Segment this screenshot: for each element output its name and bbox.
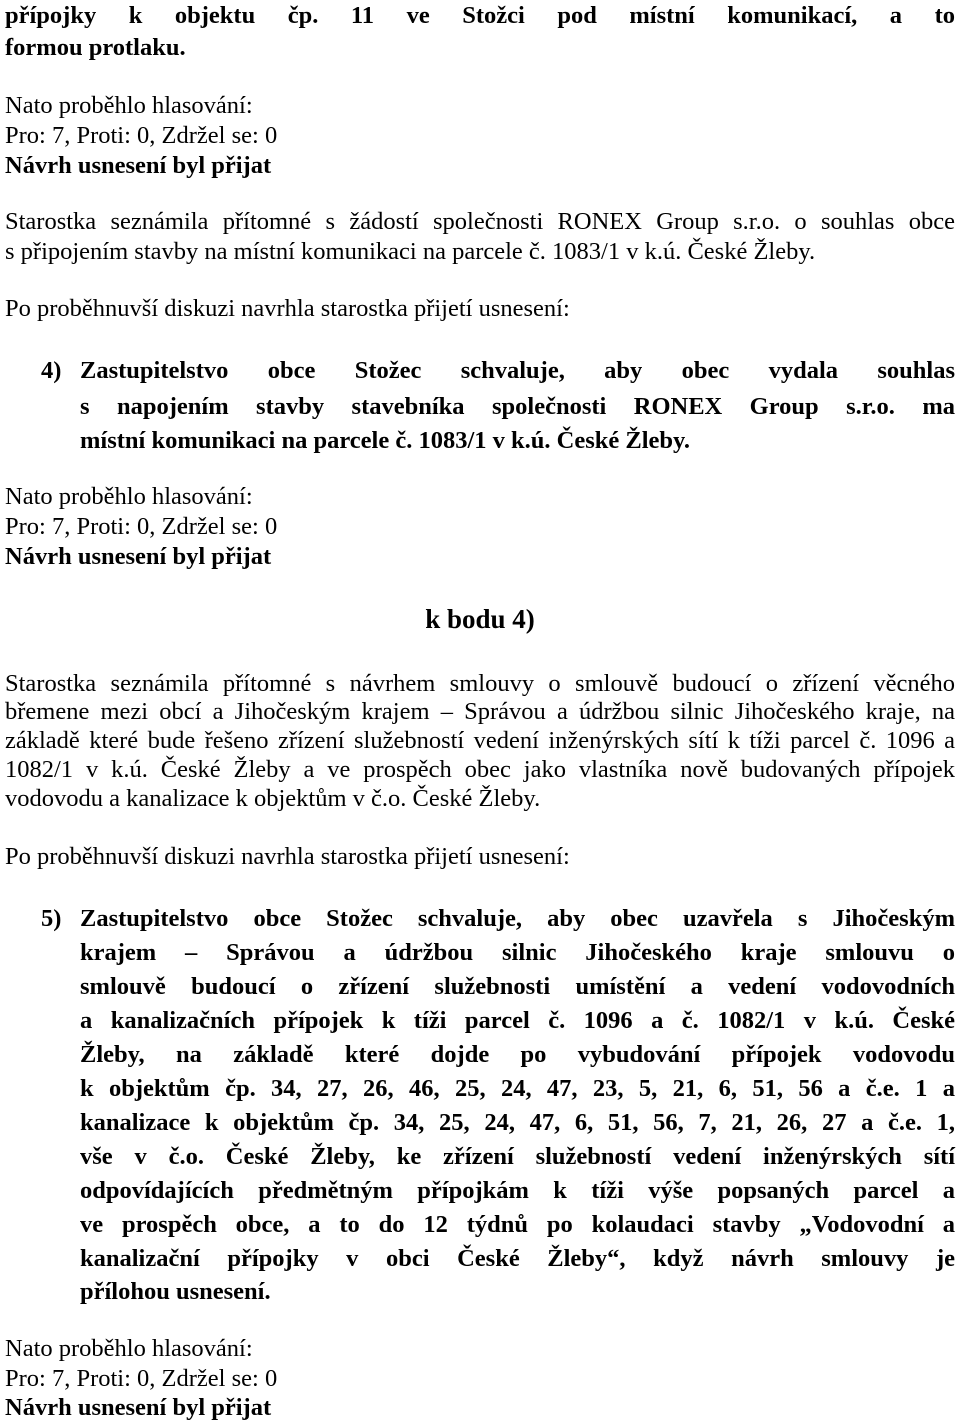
resolution-number: 4) — [41, 357, 62, 384]
resolution-line: s napojením stavby stavebníka společnosti RONEX Group s.r.o. ma — [80, 393, 955, 420]
section-heading: k bodu 4) — [425, 604, 535, 634]
resolution-line: Zastupitelstvo obce Stožec schvaluje, aby obec vydala souhlas — [80, 357, 955, 384]
resolution-line: a kanalizačních přípojek k tíži parcel č. 1096 a č. 1082/1 v k.ú. České — [80, 1007, 955, 1034]
paragraph-line: s připojením stavby na místní komunikaci na parcele č. 1083/1 v k.ú. České Žleby. — [5, 238, 816, 265]
vote-status: Návrh usnesení byl přijat — [5, 1394, 272, 1421]
paragraph-line: břemene mezi obcí a Jihočeským krajem – Správou a údržbou silnic Jihočeského kraje, na — [5, 698, 955, 725]
vote-intro: Nato proběhlo hlasování: — [5, 92, 253, 119]
text-line: přípojky k objektu čp. 11 ve Stožci pod místní komunikací, a to — [5, 2, 955, 29]
resolution-line: Žleby, na základě které dojde po vybudování přípojek vodovodu — [80, 1041, 955, 1068]
resolution-line: přílohou usnesení. — [80, 1278, 271, 1305]
resolution-line: vše v č.o. České Žleby, ke zřízení služebností vedení inženýrských sítí — [80, 1143, 955, 1170]
resolution-line: kanalizační přípojky v obci České Žleby“, když návrh smlouvy je — [80, 1245, 955, 1272]
resolution-line: k objektům čp. 34, 27, 26, 46, 25, 24, 47, 23, 5, 21, 6, 51, 56 a č.e. 1 a — [80, 1075, 955, 1102]
vote-result: Pro: 7, Proti: 0, Zdržel se: 0 — [5, 122, 278, 149]
discussion-text: Po proběhnuvší diskuzi navrhla starostka přijetí usnesení: — [5, 295, 570, 322]
text-line: formou protlaku. — [5, 34, 186, 61]
paragraph-line: Starostka seznámila přítomné s návrhem smlouvy o smlouvě budoucí o zřízení věcného — [5, 670, 955, 697]
resolution-line: kanalizace k objektům čp. 34, 25, 24, 47, 6, 51, 56, 7, 21, 26, 27 a č.e. 1, — [80, 1109, 955, 1136]
resolution-line: smlouvě budoucí o zřízení služebnosti umístění a vedení vodovodních — [80, 973, 955, 1000]
vote-intro: Nato proběhlo hlasování: — [5, 483, 253, 510]
resolution-line: odpovídajících předmětným přípojkám k tíži výše popsaných parcel a — [80, 1177, 955, 1204]
resolution-number: 5) — [41, 905, 62, 932]
resolution-line: ve prospěch obce, a to do 12 týdnů po kolaudaci stavby „Vodovodní a — [80, 1211, 955, 1238]
paragraph-line: vodovodu a kanalizace k objektům v č.o. České Žleby. — [5, 785, 541, 812]
paragraph-line: 1082/1 v k.ú. České Žleby a ve prospěch obec jako vlastníka nově budovaných přípojek — [5, 756, 955, 783]
resolution-line: krajem – Správou a údržbou silnic Jihočeského kraje smlouvu o — [80, 939, 955, 966]
vote-status: Návrh usnesení byl přijat — [5, 543, 272, 570]
vote-status: Návrh usnesení byl přijat — [5, 152, 272, 179]
paragraph-line: základě které bude řešeno zřízení služebností vedení inženýrských sítí k tíži parcel č. 1096 a — [5, 727, 955, 754]
paragraph-line: Starostka seznámila přítomné s žádostí společnosti RONEX Group s.r.o. o souhlas obce — [5, 208, 955, 235]
resolution-line: Zastupitelstvo obce Stožec schvaluje, aby obec uzavřela s Jihočeským — [80, 905, 955, 932]
discussion-text: Po proběhnuvší diskuzi navrhla starostka přijetí usnesení: — [5, 843, 570, 870]
vote-intro: Nato proběhlo hlasování: — [5, 1335, 253, 1362]
vote-result: Pro: 7, Proti: 0, Zdržel se: 0 — [5, 513, 278, 540]
resolution-line: místní komunikaci na parcele č. 1083/1 v k.ú. České Žleby. — [80, 427, 691, 454]
vote-result: Pro: 7, Proti: 0, Zdržel se: 0 — [5, 1365, 278, 1392]
